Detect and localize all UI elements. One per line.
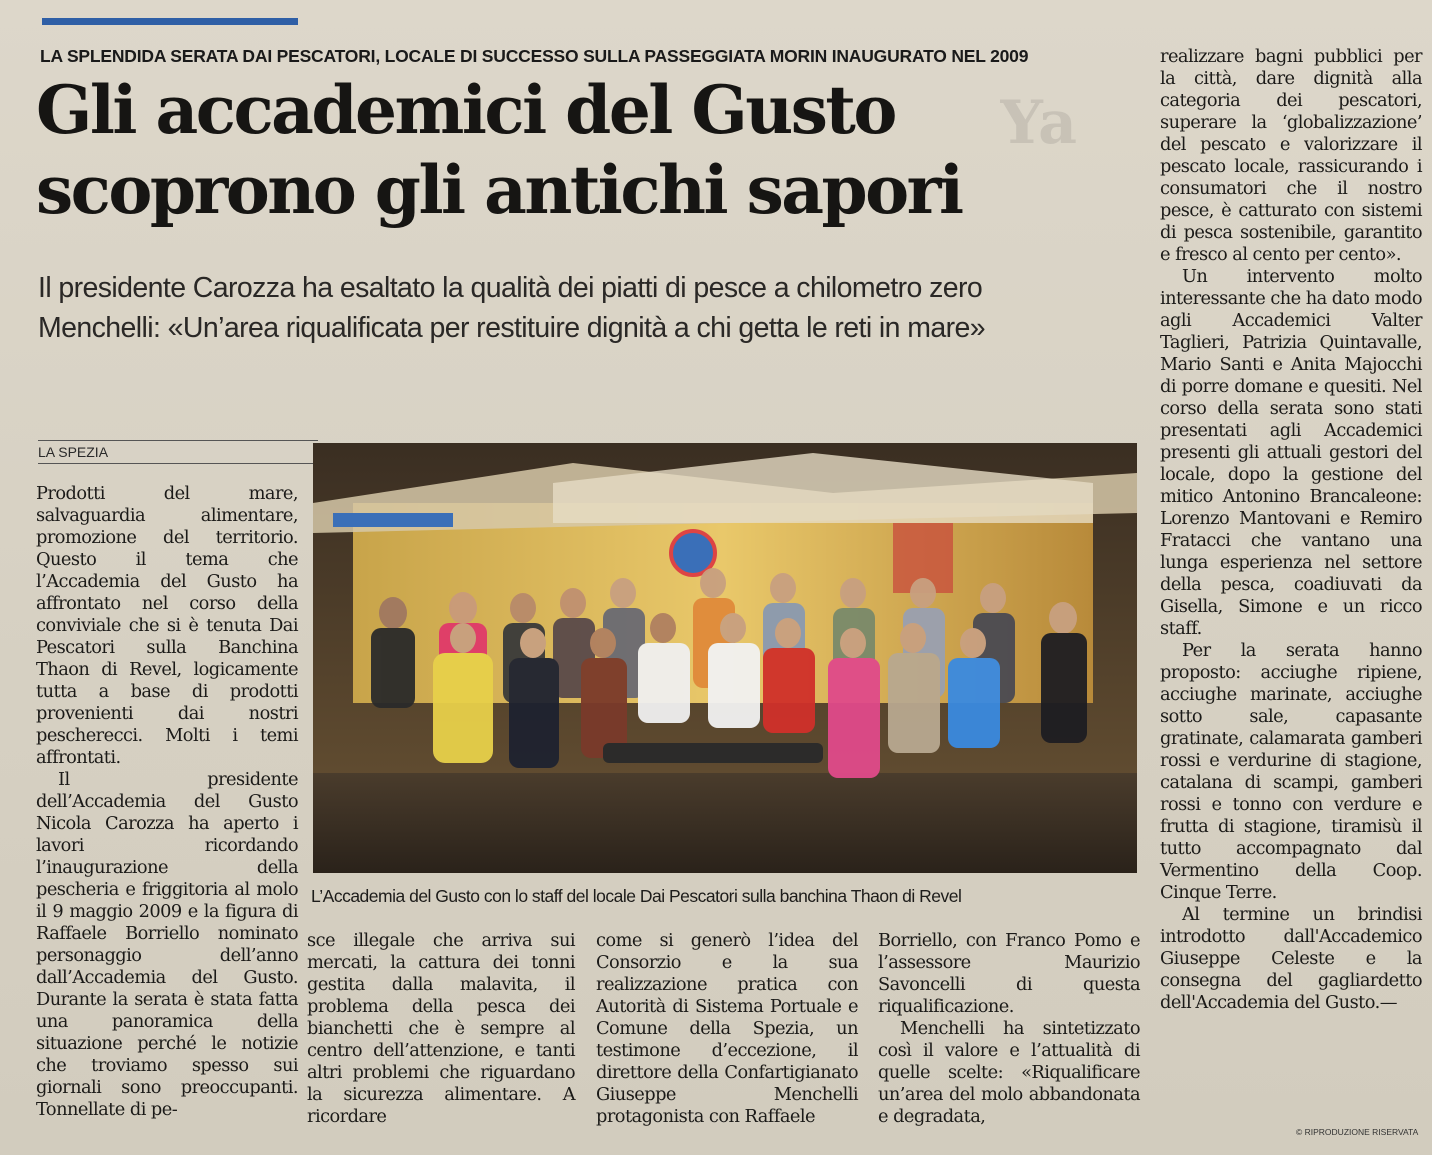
subhead-line-1: Il presidente Carozza ha esaltato la qualità dei piatti di pesce a chilometro zero <box>38 272 983 304</box>
paragraph: Prodotti del mare, salvaguardia alimentare, promozione del territorio. Questo il tema che l’Accademia del Gusto ha affrontato nel corso della conviviale che si è tenuta Dai Pescatori sulla Banchina Thaon di Revel, logicamente tutta a base di prodotti provenienti dai nostri pescherecci. Molti i temi affrontati. <box>36 483 298 768</box>
paragraph: Al termine un brindisi introdotto dall'Accademico Giuseppe Celeste e la consegna del gagliardetto dell'Accademia del Gusto.— <box>1160 904 1422 1013</box>
dateline-text: LA SPEZIA <box>38 444 109 460</box>
section-accent-bar <box>42 18 298 25</box>
article-column-2 <box>307 930 575 1128</box>
article-column-1 <box>36 483 298 1121</box>
dateline <box>38 440 318 464</box>
headline-line-2: scoprono gli antichi sapori <box>36 151 962 229</box>
paragraph: sce illegale che arriva sui mercati, la cattura dei tonni gestita dalla malavita, il problema della pesca dei bianchetti che è sempre al centro dell’attenzione, e tanti altri problemi che riguardano la sicurezza alimentare. A ricordare <box>307 930 575 1127</box>
headline <box>36 70 1146 230</box>
subhead-line-2: Menchelli: «Un’area riqualificata per restituire dignità a chi getta le reti in mare» <box>38 312 986 344</box>
kicker-line: LA SPLENDIDA SERATA DAI PESCATORI, LOCALE DI SUCCESSO SULLA PASSEGGIATA MORIN INAUGURATO NEL 2009 <box>40 46 1029 66</box>
paragraph: Menchelli ha sintetizzato così il valore e l’attualità di quelle scelte: «Riqualificare un’area del molo abbandonata e degradata, <box>878 1018 1140 1127</box>
group-photo <box>313 443 1137 873</box>
photo-caption: L’Accademia del Gusto con lo staff del locale Dai Pescatori sulla banchina Thaon di Revel <box>311 886 962 906</box>
headline-line-1: Gli accademici del Gusto <box>36 71 895 149</box>
subheadline <box>38 268 1148 348</box>
article-column-5 <box>1160 46 1422 1014</box>
article-column-4 <box>878 930 1140 1128</box>
paragraph: Per la serata hanno proposto: acciughe ripiene, acciughe marinate, acciughe sotto sale, capasante gratinate, calamarata gamberi rossi e verdurine di stagione, catalana di scampi, gamberi rossi e tonno con verdure e frutta di stagione, tiramisù il tutto accompagnato dal Vermentino della Coop. Cinque Terre. <box>1160 640 1422 903</box>
paragraph: Il presidente dell’Accademia del Gusto Nicola Carozza ha aperto i lavori ricordando l’inaugurazione della pescheria e friggitoria al molo il 9 maggio 2009 e la figura di Raffaele Borriello nominato personaggio dell’anno dall’Accademia del Gusto. Durante la serata è stata fatta una panoramica della situazione perché le notizie che troviamo spesso sui giornali sono preoccupanti. Tonnellate di pe- <box>36 769 298 1120</box>
article-column-3 <box>596 930 858 1128</box>
paragraph: Un intervento molto interessante che ha dato modo agli Accademici Valter Taglieri, Patrizia Quintavalle, Mario Santi e Anita Majocchi di porre domane e quesiti. Nel corso della serata sono stati presentati agli Accademici presenti gli attuali gestori del locale, dopo la gestione del mitico Antonino Brancaleone: Lorenzo Mantovani e Remiro Fratacci che vantano una lunga esperienza nel settore della pesca, coadiuvati da Gisella, Simone e un ricco staff. <box>1160 266 1422 639</box>
group-photo-icon <box>313 443 1137 873</box>
paragraph: come si generò l’idea del Consorzio e la sua realizzazione pratica con Autorità di Sistema Portuale e Comune della Spezia, un testimone d’eccezione, il direttore della Confartigianato Giuseppe Menchelli protagonista con Raffaele <box>596 930 858 1127</box>
paragraph: Borriello, con Franco Pomo e l’assessore Maurizio Savoncelli di questa riqualificazione. <box>878 930 1140 1017</box>
copyright-notice: © RIPRODUZIONE RISERVATA <box>1296 1127 1419 1137</box>
bleed-through-text: Ya <box>1000 88 1078 158</box>
paragraph: realizzare bagni pubblici per la città, dare dignità alla categoria dei pescatori, superare la ‘globalizzazione’ del pescato e valorizzare il pescato locale, rassicurando i consumatori che il nostro pesce, è catturato con sistemi di pesca sostenibile, garantito e fresco al cento per cento». <box>1160 46 1422 265</box>
